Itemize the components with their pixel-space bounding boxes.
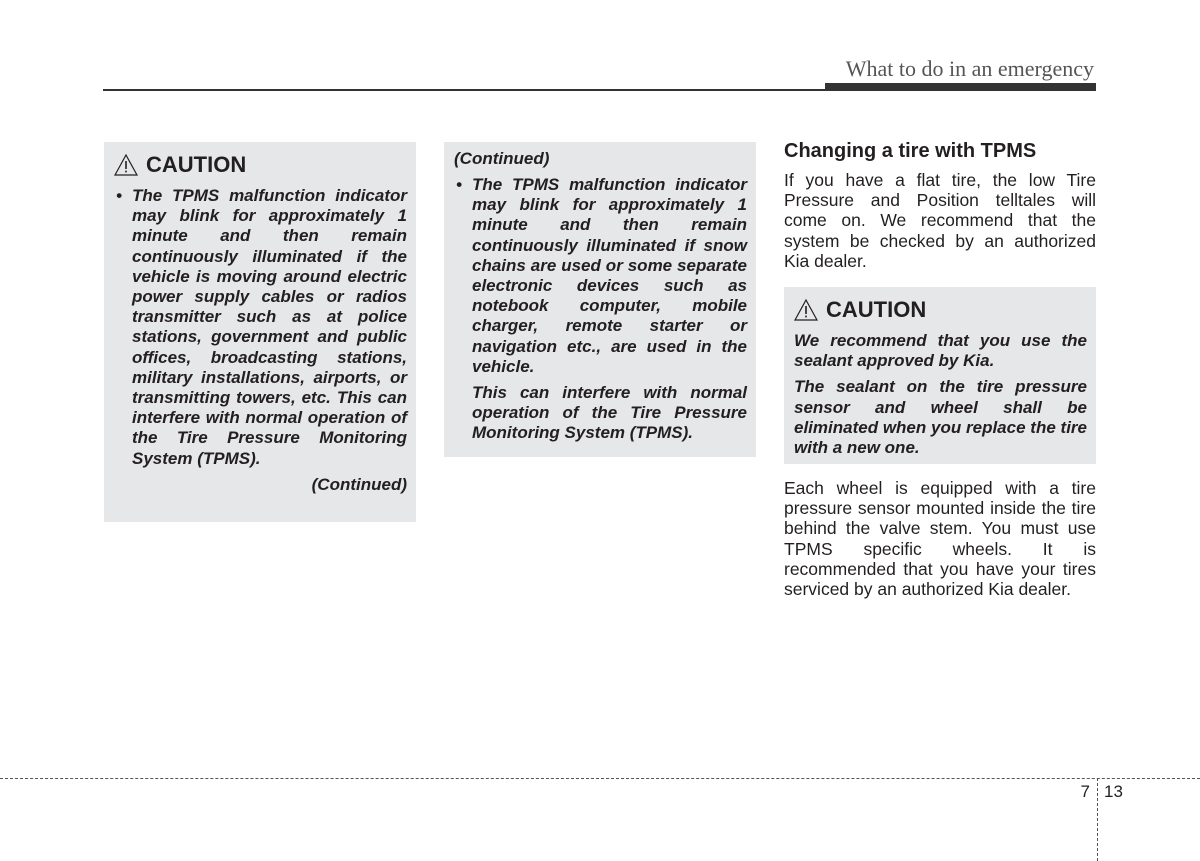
caution-title: CAUTION	[826, 297, 927, 322]
caution-title: CAUTION	[146, 152, 247, 177]
footer-rule	[0, 778, 1200, 779]
header-rule-accent	[825, 83, 1096, 91]
caution-heading	[114, 152, 407, 178]
page-number: 13	[1104, 782, 1123, 801]
caution-paragraph-2: The sealant on the tire pressure sensor and wheel shall be eliminated when you replace the tire with a new one.	[794, 377, 1087, 458]
section-heading: Changing a tire with TPMS	[784, 140, 1037, 162]
caution-followup-text: This can interfere with normal operation of the Tire Pressure Monitoring System (TPMS).	[472, 383, 747, 443]
warning-triangle-icon	[794, 299, 818, 321]
intro-paragraph: If you have a flat tire, the low Tire Pressure and Position telltales will come on. We recommend that the system be checked by an authorized Kia dealer.	[784, 170, 1096, 271]
caution-paragraph-1: We recommend that you use the sealant approved by Kia.	[794, 331, 1087, 371]
footer-divider	[1097, 778, 1098, 861]
chapter-number: 7	[1080, 782, 1090, 801]
caution-heading	[794, 297, 1087, 323]
caution-bullet-text: The TPMS malfunction indicator may blink for approximately 1 minute and then remain continuously illuminated if snow chains are used or some separate electronic devices such as notebook computer, mobile charger, remote starter or navigation etc., are used in the vehicle.	[472, 175, 747, 376]
header-rule	[103, 89, 825, 91]
caution-box-1	[104, 142, 416, 522]
caution-bullet	[454, 175, 747, 377]
continued-label: (Continued)	[454, 149, 550, 168]
bullet-marker: •	[116, 186, 122, 205]
continued-label: (Continued)	[311, 474, 407, 494]
caution-bullet	[114, 186, 407, 469]
body-paragraph: Each wheel is equipped with a tire pressure sensor mounted inside the tire behind the valve stem. You must use TPMS specific wheels. It is recommended that you have your tires serviced by an authorized Kia dealer.	[784, 478, 1096, 600]
caution-box-1-continued	[444, 142, 756, 457]
caution-box-2	[784, 287, 1096, 464]
bullet-marker: •	[456, 175, 462, 194]
section-title: What to do in an emergency	[845, 56, 1094, 81]
warning-triangle-icon	[114, 154, 138, 176]
caution-bullet-text: The TPMS malfunction indicator may blink for approximately 1 minute and then remain continuously illuminated if the vehicle is moving around electric power supply cables or radios transmitter such as at police stations, government and public offices, broadcasting stations, military installations, airports, or transmitting towers, etc. This can interfere with normal operation of the Tire Pressure Monitoring System (TPMS).	[132, 186, 407, 468]
